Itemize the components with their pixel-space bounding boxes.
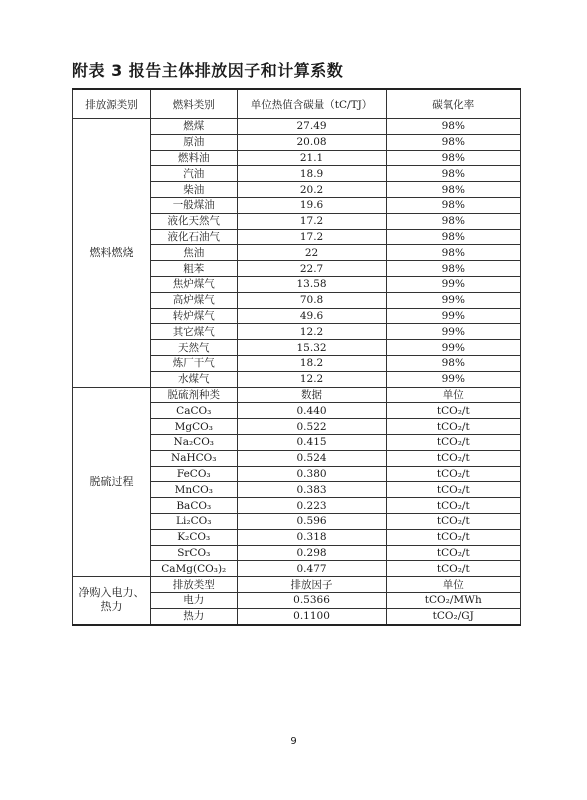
fuel-type-cell: 脱硫剂种类 [150,387,237,403]
section-subheader-row [73,577,521,593]
value-cell: 0.223 [237,498,386,514]
emission-factor-table [72,88,521,626]
unit-cell: 98% [386,134,520,150]
fuel-type-cell: Li₂CO₃ [150,513,237,529]
value-cell: 70.8 [237,292,386,308]
fuel-type-cell: 焦炉煤气 [150,276,237,292]
value-cell: 15.32 [237,340,386,356]
value-cell: 0.383 [237,482,386,498]
unit-cell: tCO₂/t [386,545,520,561]
fuel-type-cell: 柴油 [150,182,237,198]
value-cell: 27.49 [237,119,386,135]
fuel-type-cell: 排放类型 [150,577,237,593]
unit-cell: 98% [386,261,520,277]
unit-cell: tCO₂/t [386,450,520,466]
unit-cell: 99% [386,371,520,387]
value-cell: 12.2 [237,371,386,387]
value-cell: 20.2 [237,182,386,198]
unit-cell: 98% [386,119,520,135]
fuel-type-cell: 水煤气 [150,371,237,387]
value-cell: 12.2 [237,324,386,340]
value-cell: 18.9 [237,166,386,182]
value-cell: 0.380 [237,466,386,482]
fuel-type-cell: Na₂CO₃ [150,434,237,450]
fuel-type-cell: CaCO₃ [150,403,237,419]
unit-cell: tCO₂/t [386,434,520,450]
unit-cell: tCO₂/GJ [386,608,520,624]
value-cell: 0.524 [237,450,386,466]
fuel-type-cell: 热力 [150,608,237,624]
value-cell: 0.415 [237,434,386,450]
fuel-type-cell: K₂CO₃ [150,529,237,545]
fuel-type-cell: 一般煤油 [150,197,237,213]
value-cell: 22.7 [237,261,386,277]
value-cell: 19.6 [237,197,386,213]
unit-cell: tCO₂/MWh [386,592,520,608]
unit-cell: 98% [386,182,520,198]
fuel-type-cell: 高炉煤气 [150,292,237,308]
value-cell: 20.08 [237,134,386,150]
unit-cell: 99% [386,292,520,308]
page-title: 附表 3 报告主体排放因子和计算系数 [72,61,344,80]
value-cell: 数据 [237,387,386,403]
unit-cell: tCO₂/t [386,419,520,435]
value-cell: 0.5366 [237,592,386,608]
value-cell: 0.1100 [237,608,386,624]
value-cell: 0.477 [237,561,386,577]
value-cell: 49.6 [237,308,386,324]
fuel-type-cell: 原油 [150,134,237,150]
unit-cell: 99% [386,340,520,356]
fuel-type-cell: NaHCO₃ [150,450,237,466]
unit-cell: 98% [386,150,520,166]
table-row [73,119,521,135]
unit-cell: 99% [386,308,520,324]
fuel-type-cell: MgCO₃ [150,419,237,435]
header-source-category: 排放源类别 [73,89,151,119]
fuel-type-cell: SrCO₃ [150,545,237,561]
unit-cell: tCO₂/t [386,561,520,577]
unit-cell: 98% [386,355,520,371]
value-cell: 18.2 [237,355,386,371]
unit-cell: tCO₂/t [386,529,520,545]
value-cell: 排放因子 [237,577,386,593]
fuel-type-cell: 炼厂干气 [150,355,237,371]
value-cell: 0.318 [237,529,386,545]
value-cell: 17.2 [237,213,386,229]
value-cell: 21.1 [237,150,386,166]
table-header-row [73,89,521,119]
unit-cell: 98% [386,213,520,229]
header-oxidation-rate: 碳氧化率 [386,89,520,119]
header-carbon-content: 单位热值含碳量（tC/TJ） [237,89,386,119]
fuel-type-cell: 燃料油 [150,150,237,166]
fuel-type-cell: 其它煤气 [150,324,237,340]
fuel-type-cell: 液化石油气 [150,229,237,245]
source-category-cell: 净购入电力、热力 [73,577,151,625]
value-cell: 22 [237,245,386,261]
unit-cell: 98% [386,197,520,213]
fuel-type-cell: 天然气 [150,340,237,356]
unit-cell: tCO₂/t [386,482,520,498]
fuel-type-cell: CaMg(CO₃)₂ [150,561,237,577]
unit-cell: 98% [386,245,520,261]
fuel-type-cell: 转炉煤气 [150,308,237,324]
unit-cell: 99% [386,276,520,292]
value-cell: 0.440 [237,403,386,419]
unit-cell: 单位 [386,577,520,593]
header-fuel-type: 燃料类别 [150,89,237,119]
unit-cell: 单位 [386,387,520,403]
fuel-type-cell: MnCO₃ [150,482,237,498]
unit-cell: 98% [386,229,520,245]
source-category-cell: 脱硫过程 [73,387,151,577]
fuel-type-cell: 液化天然气 [150,213,237,229]
fuel-type-cell: 粗苯 [150,261,237,277]
fuel-type-cell: 焦油 [150,245,237,261]
section-subheader-row [73,387,521,403]
unit-cell: tCO₂/t [386,498,520,514]
fuel-type-cell: 电力 [150,592,237,608]
value-cell: 0.522 [237,419,386,435]
page-number: 9 [290,736,297,747]
source-category-cell: 燃料燃烧 [73,119,151,388]
value-cell: 0.298 [237,545,386,561]
unit-cell: tCO₂/t [386,466,520,482]
value-cell: 0.596 [237,513,386,529]
unit-cell: 98% [386,166,520,182]
fuel-type-cell: 燃煤 [150,119,237,135]
unit-cell: tCO₂/t [386,403,520,419]
value-cell: 17.2 [237,229,386,245]
value-cell: 13.58 [237,276,386,292]
fuel-type-cell: 汽油 [150,166,237,182]
fuel-type-cell: FeCO₃ [150,466,237,482]
unit-cell: tCO₂/t [386,513,520,529]
unit-cell: 99% [386,324,520,340]
fuel-type-cell: BaCO₃ [150,498,237,514]
